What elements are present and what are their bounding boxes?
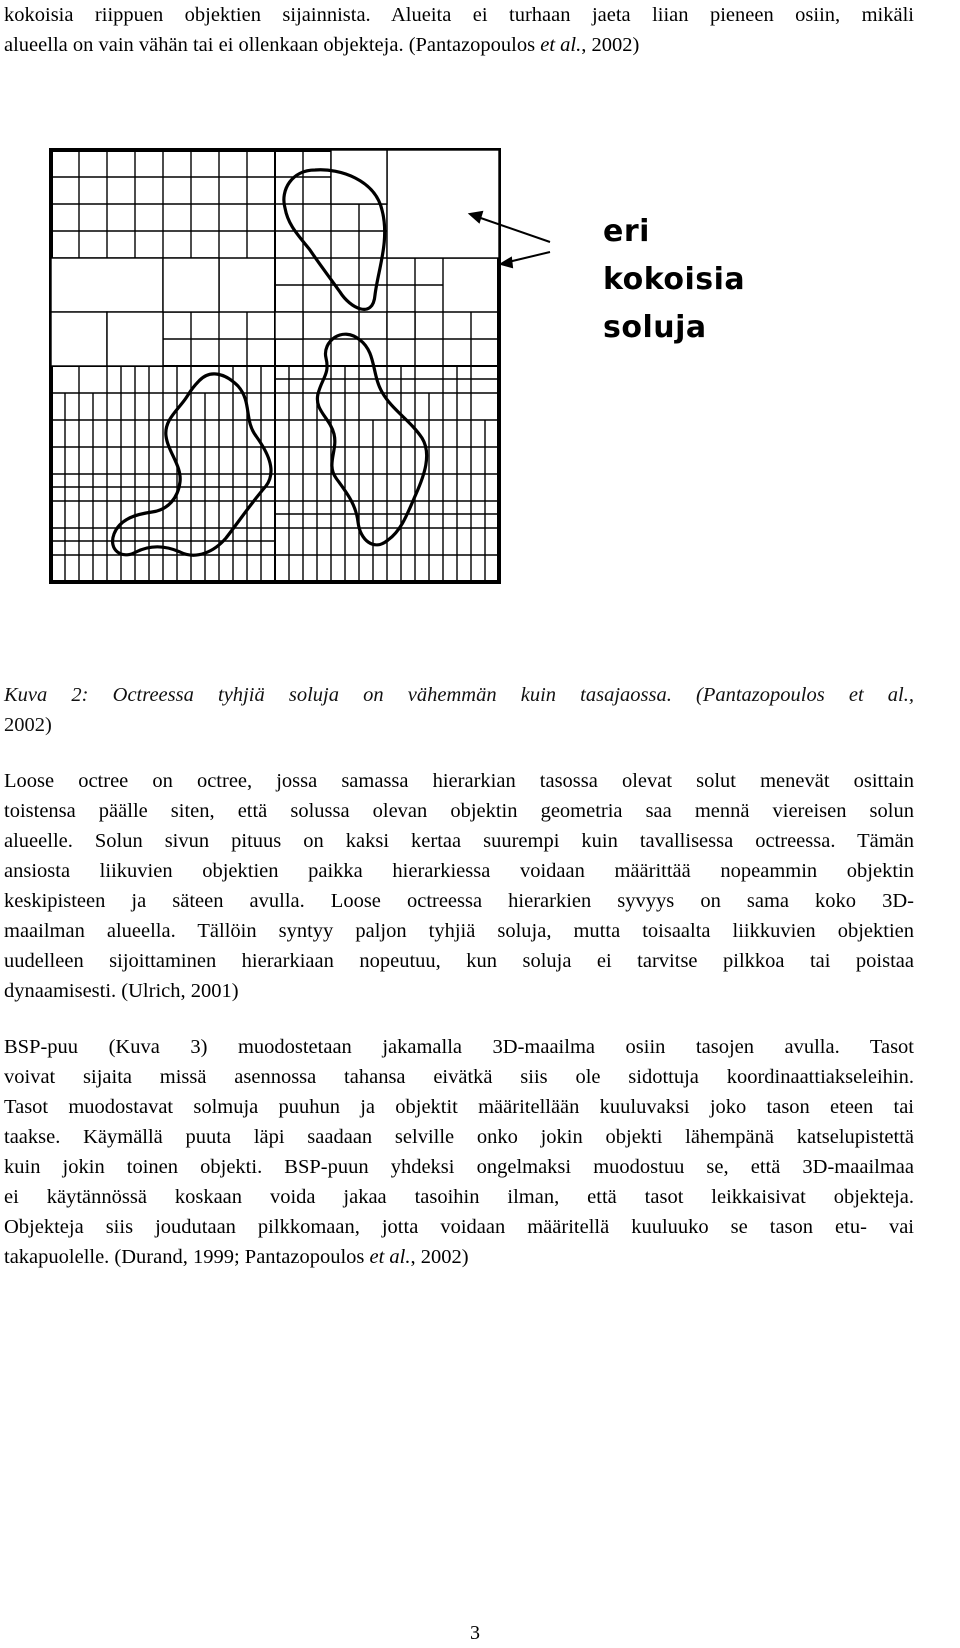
text-line: ei käytännössä koskaan voida jakaa tasoihin ilman, että tasot leikkaisivat objekteja. [4, 1186, 914, 1208]
text-segment: takapuolelle. (Durand, 1999; Pantazopoulos [4, 1246, 370, 1268]
text-segment: alueella on vain vähän tai ei ollenkaan objekteja. (Pantazopoulos [4, 34, 541, 56]
intro-paragraph [4, 0, 914, 60]
italic-citation: et al. [540, 34, 582, 56]
octree-figure [30, 120, 746, 630]
text-line: kuin jokin toinen objekti. BSP-puun yhdeksi ongelmaksi muodostuu se, että 3D-maailmaa [4, 1156, 914, 1178]
octree-diagram [30, 120, 690, 630]
text-segment: , 2002) [410, 1246, 469, 1268]
figure-label-line: soluja [603, 310, 707, 345]
text-line [4, 30, 914, 60]
caption-line: 2002) [4, 714, 52, 736]
text-line: ansiosta liikuvien objektien paikka hierarkiessa voidaan määrittää nopeammin objektin [4, 860, 914, 882]
page-number: 3 [470, 1622, 480, 1644]
text-line: BSP-puu (Kuva 3) muodostetaan jakamalla 3D-maailma osiin tasojen avulla. Tasot [4, 1036, 914, 1058]
bsp-paragraph [4, 1032, 914, 1272]
text-line: taakse. Käymällä puuta läpi saadaan selville onko jokin objekti lähempänä katselupistettä [4, 1126, 914, 1148]
text-line: uudelleen sijoittaminen hierarkiaan nopeutuu, kun soluja ei tarvitse pilkkoa tai poistaa [4, 950, 914, 972]
text-line: dynaamisesti. (Ulrich, 2001) [4, 980, 239, 1002]
figure-label [603, 208, 745, 352]
caption-line: Kuva 2: Octreessa tyhjiä soluja on vähemmän kuin tasajaossa. (Pantazopoulos et al., [4, 684, 914, 706]
figure-label-line: kokoisia [603, 262, 746, 297]
text-line [4, 1242, 914, 1272]
text-line: Tasot muodostavat solmuja puuhun ja objektit määritellään kuuluvaksi joko tason eteen tai [4, 1096, 914, 1118]
loose-octree-paragraph [4, 766, 914, 1006]
figure-caption [4, 680, 914, 740]
text-line: keskipisteen ja säteen avulla. Loose octreessa hierarkien syvyys on sama koko 3D- [4, 890, 914, 912]
text-line: maailman alueella. Tällöin syntyy paljon tyhjiä soluja, mutta toisaalta liikkuvien objektien [4, 920, 914, 942]
text-segment: , 2002) [581, 34, 640, 56]
text-line: Loose octree on octree, jossa samassa hierarkian tasossa olevat solut menevät osittain [4, 770, 914, 792]
text-line: kokoisia riippuen objektien sijainnista. Alueita ei turhaan jaeta liian pieneen osiin, mikäli [4, 4, 914, 26]
text-line: alueelle. Solun sivun pituus on kaksi kertaa suurempi kuin tavallisessa octreessa. Tämän [4, 830, 914, 852]
figure-label-line: eri [603, 214, 650, 249]
text-line: toistensa päälle siten, että solussa olevan objektin geometria saa mennä viereisen solun [4, 800, 914, 822]
italic-citation: et al. [369, 1246, 411, 1268]
text-line: Objekteja siis joudutaan pilkkomaan, jotta voidaan määritellä kuuluuko se tason etu- vai [4, 1216, 914, 1238]
text-line: voivat sijaita missä asennossa tahansa eivätkä siis ole sidottuja koordinaattiakseleihin. [4, 1066, 914, 1088]
